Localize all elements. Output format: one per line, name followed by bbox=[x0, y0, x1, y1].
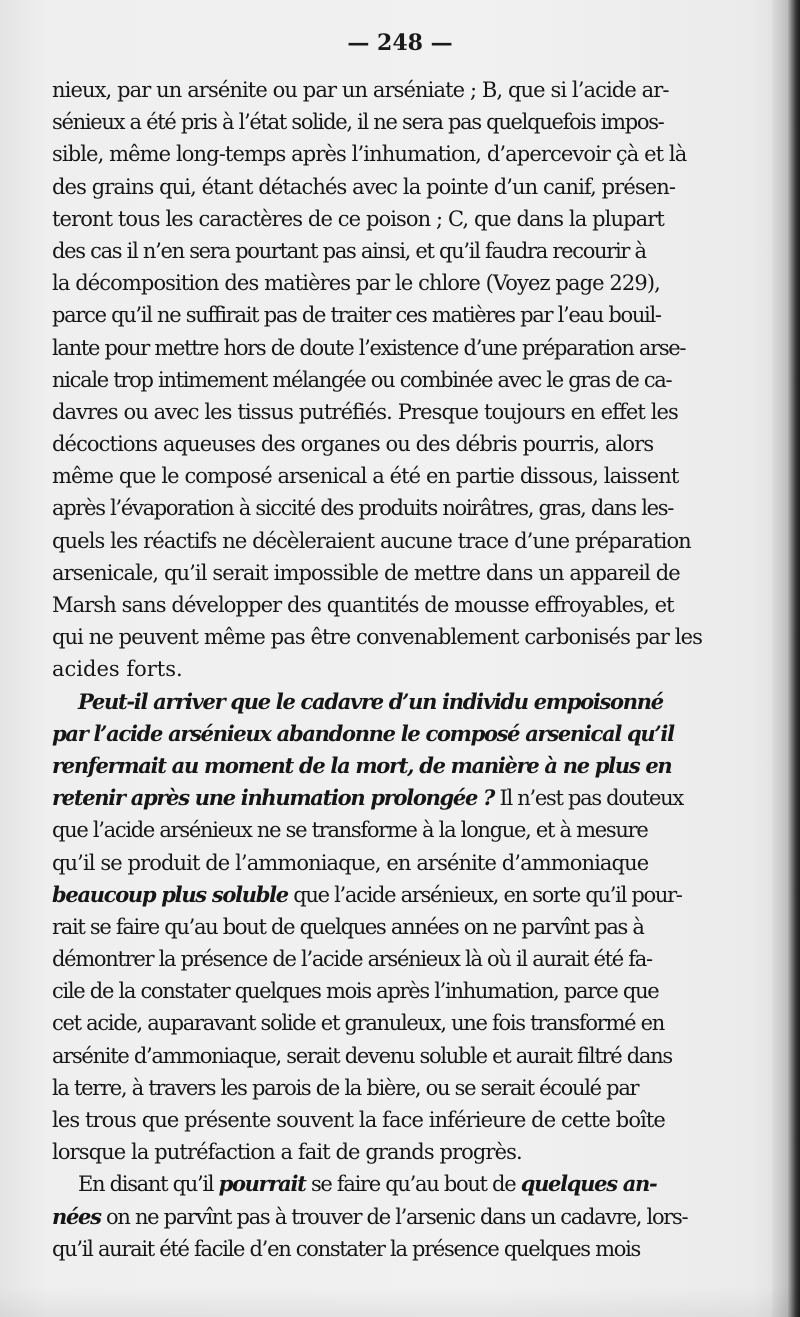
italic-question-line bbox=[52, 718, 736, 750]
text-line: qu’il se produit de l’ammoniaque, en arsénite d’ammoniaque bbox=[52, 850, 649, 875]
text-line bbox=[52, 1168, 736, 1200]
text-line: des grains qui, étant détachés avec la pointe d’un canif, présen- bbox=[52, 174, 676, 199]
text-line: nicale trop intimement mélangée ou combinée avec le gras de ca- bbox=[52, 367, 672, 392]
text-line: démontrer la présence de l’acide arsénieux là où il aurait été fa- bbox=[52, 947, 652, 972]
text-line: parce qu’il ne suffirait pas de traiter ces matières par l’eau bouil- bbox=[52, 303, 661, 328]
text-line: Marsh sans développer des quantités de mousse effroyables, et bbox=[52, 593, 674, 617]
text-line: davres ou avec les tissus putréfiés. Presque toujours en effet les bbox=[52, 399, 678, 424]
roman-text: Il n’est pas douteux bbox=[494, 786, 683, 811]
text-line: lorsque la putréfaction a fait de grands progrès. bbox=[52, 1140, 522, 1165]
text-line bbox=[52, 1201, 736, 1233]
roman-text: En disant qu’il bbox=[78, 1172, 219, 1197]
page-bottom-shade bbox=[0, 1287, 800, 1317]
text-line: qu’il aurait été facile d’en constater la présence quelques mois bbox=[52, 1236, 640, 1261]
italic-text: par l’acide arsénieux abandonne le composé arsenical qu’il bbox=[52, 720, 674, 746]
italic-text: quelques an- bbox=[520, 1171, 657, 1197]
italic-text: pourrait bbox=[218, 1171, 306, 1197]
body-text bbox=[52, 74, 736, 1265]
page-number: — 248 — bbox=[347, 30, 453, 56]
italic-text: nées bbox=[52, 1203, 101, 1229]
text-line: arsenicale, qu’il serait impossible de mettre dans un appareil de bbox=[52, 560, 680, 585]
text-line: qui ne peuvent même pas être convenablement carbonisés par les bbox=[52, 625, 703, 650]
text-line: rait se faire qu’au bout de quelques années on ne parvînt pas à bbox=[52, 914, 644, 939]
text-line: acides forts. bbox=[52, 657, 183, 682]
italic-text: beaucoup plus soluble bbox=[52, 881, 288, 907]
text-line: des cas il n’en sera pourtant pas ainsi, et qu’il faudra recourir à bbox=[52, 238, 646, 263]
text-line: la décomposition des matières par le chlore (Voyez page 229), bbox=[52, 271, 660, 296]
text-line: arsénite d’ammoniaque, serait devenu soluble et aurait filtré dans bbox=[52, 1043, 672, 1068]
text-line: les trous que présente souvent la face inférieure de cette boîte bbox=[52, 1108, 665, 1132]
roman-text: on ne parvînt pas à trouver de l’arsenic dans un cadavre, lors- bbox=[100, 1204, 688, 1229]
text-line: la terre, à travers les parois de la bière, ou se serait écoulé par bbox=[52, 1075, 639, 1100]
text-line: sible, même long-temps après l’inhumation, d’apercevoir çà et là bbox=[52, 142, 687, 167]
text-line: cet acide, auparavant solide et granuleux, une fois transformé en bbox=[52, 1011, 664, 1036]
text-line bbox=[52, 782, 736, 814]
page-edge-shadow bbox=[772, 0, 800, 1317]
italic-text: renfermait au moment de la mort, de manière à ne plus en bbox=[52, 752, 672, 778]
text-line: cile de la constater quelques mois après l’inhumation, parce que bbox=[52, 979, 659, 1004]
text-line: que l’acide arsénieux ne se transforme à la longue, et à mesure bbox=[52, 818, 648, 843]
italic-question-line bbox=[52, 686, 736, 718]
italic-text: retenir après une inhumation prolongée ? bbox=[52, 785, 495, 811]
roman-text: se faire qu’au bout de bbox=[305, 1172, 521, 1197]
text-line: sénieux a été pris à l’état solide, il ne sera pas quelquefois impos- bbox=[52, 110, 664, 135]
text-line: décoctions aqueuses des organes ou des débris pourris, alors bbox=[52, 432, 654, 457]
text-line bbox=[52, 879, 736, 911]
text-line: lante pour mettre hors de doute l’existence d’une préparation arse- bbox=[52, 335, 686, 360]
italic-question-line bbox=[52, 750, 736, 782]
text-line: après l’évaporation à siccité des produits noirâtres, gras, dans les- bbox=[52, 496, 674, 521]
text-line: même que le composé arsenical a été en partie dissous, laissent bbox=[52, 464, 679, 489]
text-line: nieux, par un arsénite ou par un arséniate ; B, que si l’acide ar- bbox=[52, 78, 669, 102]
roman-text: que l’acide arsénieux, en sorte qu’il pour- bbox=[287, 882, 682, 907]
text-line: quels les réactifs ne décèleraient aucune trace d’une préparation bbox=[52, 528, 691, 553]
italic-text: Peut-il arriver que le cadavre d’un individu empoisonné bbox=[78, 688, 663, 714]
text-line: teront tous les caractères de ce poison ; C, que dans la plupart bbox=[52, 206, 664, 231]
